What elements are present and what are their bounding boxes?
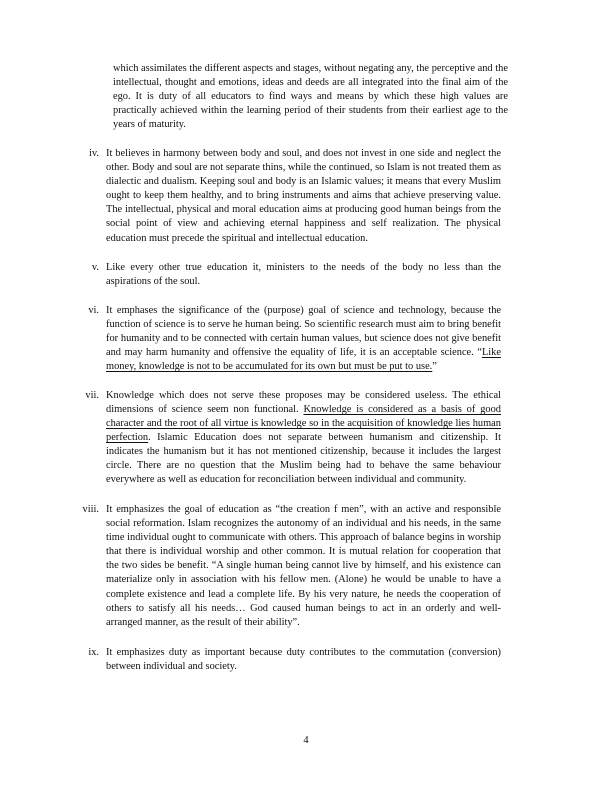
- lead-paragraph: which assimilates the different aspects and stages, without negating any, the perceptive and the intellectual, thought and emotions, ideas and deeds are all integrated into the final aim of the ego. It is duty of all educators to find ways and means by which these high values are practically achieved within the learning period of their students from their earliest age to the years of maturity.: [113, 63, 508, 131]
- list-marker: viii.: [82, 504, 99, 516]
- list-item: [76, 147, 508, 245]
- text-run-plain: . Islamic Education does not separate between humanism and citizenship. It indicates the humanism but it has not mentioned citizenship, because it includes the largest circle. There are no question that the Muslim being had to behave the same behaviour everywhere as well as education for reconciliation between individual and community.: [106, 432, 501, 486]
- list-marker: v.: [91, 261, 99, 273]
- list-item-text: It emphasizes the goal of education as “the creation f men”, with an active and responsible social reformation. Islam recognizes the autonomy of an individual and his needs, in the same time individual ought to communicate with others. This approach of balance begins in worship that there is individual worship and other common. It is mutual relation for cooperation that the two sides be benefit. “A single human being cannot live by himself, and his existence can materialize only in association with his fellow men. (Alone) he would be unable to have a complete existence and lead a complete life. By his very nature, he needs the cooperation of others to satisfy all his needs… God caused human beings to act in an orderly and well-arranged manner, as the result of their ability”.: [106, 504, 501, 628]
- page-number: 4: [303, 735, 309, 746]
- page-content: [76, 62, 508, 674]
- text-run-underlined: Knowledge is considered as a basis of good character and the root of all virtue is knowledge so in the acquisition of knowledge lies human perfection: [106, 403, 501, 444]
- list-item-text: Like every other true education it, ministers to the needs of the body no less than the aspirations of the soul.: [106, 261, 501, 287]
- list-item-text: [106, 389, 501, 487]
- text-run-plain: It emphases the significance of the (purpose) goal of science and technology, because the function of science is to serve he human being. So scientific research must aim to bring benefit for humanity and to be connected with certain human values, but science does not give benefit and may harm humanity and offensive the equality of life, it is an acceptable science. “: [106, 304, 501, 358]
- list-item: [76, 304, 508, 374]
- text-run-plain: ”: [432, 360, 437, 372]
- text-run-underlined: Like money, knowledge is not to be accumulated for its own but must be put to use.: [106, 346, 501, 372]
- list-item: [76, 503, 508, 629]
- list-marker: vii.: [85, 389, 99, 401]
- text-run-plain: Knowledge which does not serve these proposes may be considered useless. The ethical dimensions of science seem non functional.: [106, 389, 501, 415]
- roman-numeral-list: [76, 147, 508, 674]
- list-item: [76, 646, 508, 674]
- list-marker: ix.: [88, 646, 99, 658]
- list-marker: vi.: [88, 304, 99, 316]
- list-item: [76, 389, 508, 487]
- list-item-text: It believes in harmony between body and soul, and does not invest in one side and neglect the other. Body and soul are not separate thins, while the continued, so Islam is not treated them as dialectic and dualism. Keeping soul and body is an Islamic values; it means that every Muslim ought to keep them healthy, and to bring instruments and aims that achieve preserving value. The intellectual, physical and moral education aims at producing good human beings from the social point of view and achieving eternal happiness and self realization. The physical education must precede the spiritual and intellectual education.: [106, 148, 501, 244]
- list-item-text: [106, 304, 501, 374]
- list-item-text: It emphasizes duty as important because duty contributes to the commutation (conversion) between individual and society.: [106, 646, 501, 672]
- list-marker: iv.: [88, 148, 99, 160]
- list-item: [76, 261, 508, 289]
